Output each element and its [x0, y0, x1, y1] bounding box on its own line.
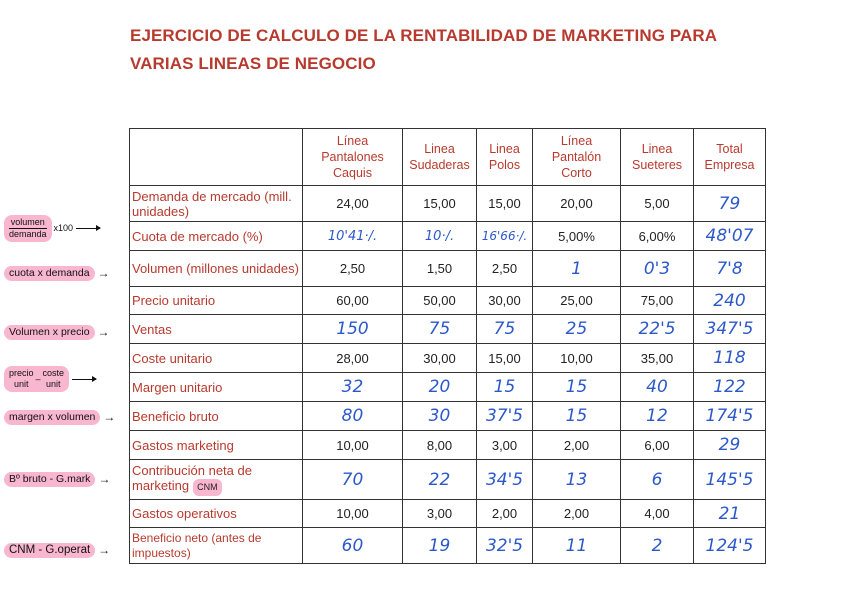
cell-value: 10,00: [303, 431, 403, 460]
cell-value-handwritten: 16'66·/.: [477, 222, 533, 251]
note-margen-right: [43, 368, 65, 390]
cell-value: 10,00: [303, 500, 403, 528]
note-cuota-pill: [4, 215, 52, 242]
cell-value-handwritten: 10·/.: [403, 222, 477, 251]
table-row: [130, 373, 766, 402]
note-margen-left: [9, 368, 34, 390]
arrow-icon: →: [98, 472, 111, 486]
cell-value: 15,00: [403, 186, 477, 222]
note-beneficio-neto-pill: CNM - G.operat: [4, 543, 95, 558]
cell-value-handwritten: 118: [694, 344, 766, 373]
cell-value-handwritten: 174'5: [694, 402, 766, 431]
arrow-icon: →: [98, 543, 111, 557]
note-volumen-pill: cuota x demanda: [4, 266, 95, 281]
cell-value-handwritten: 34'5: [477, 460, 533, 500]
note-margen-top: precio: [9, 368, 34, 378]
note-beneficio-bruto-pill: margen x volumen: [4, 410, 100, 425]
cell-value-handwritten: 40: [621, 373, 694, 402]
profitability-table: [129, 128, 766, 564]
table-row: [130, 287, 766, 315]
note-cnm-pill: Bº bruto - G.mark: [4, 472, 95, 487]
row-label-gastos-marketing: Gastos marketing: [130, 431, 303, 460]
table-row: [130, 315, 766, 344]
note-beneficio-neto: [4, 541, 110, 559]
cell-value-handwritten: 75: [477, 315, 533, 344]
note-beneficio-bruto: [4, 408, 115, 426]
cell-value-handwritten: 30: [403, 402, 477, 431]
cell-value-handwritten: 15: [533, 402, 621, 431]
col-header-total: Total Empresa: [694, 129, 766, 186]
table-row: [130, 431, 766, 460]
arrow-icon: [72, 379, 96, 380]
row-label-cuota: Cuota de mercado (%): [130, 222, 303, 251]
row-label-beneficio-bruto: Beneficio bruto: [130, 402, 303, 431]
table-row: [130, 344, 766, 373]
cell-value: 4,00: [621, 500, 694, 528]
row-label-demanda: Demanda de mercado (mill. unidades): [130, 186, 303, 222]
cell-value-handwritten: 19: [403, 528, 477, 564]
cell-value-handwritten: 10'41·/.: [303, 222, 403, 251]
cell-value: 3,00: [477, 431, 533, 460]
table-row: [130, 186, 766, 222]
cell-value-handwritten: 240: [694, 287, 766, 315]
cell-value: 8,00: [403, 431, 477, 460]
cell-value: 10,00: [533, 344, 621, 373]
cell-value-handwritten: 0'3: [621, 251, 694, 287]
cell-value: 5,00: [621, 186, 694, 222]
cell-value: 6,00%: [621, 222, 694, 251]
cell-value-handwritten: 70: [303, 460, 403, 500]
cell-value-handwritten: 1: [533, 251, 621, 287]
row-label-volumen: Volumen (millones unidades): [130, 251, 303, 287]
cell-value: 15,00: [477, 344, 533, 373]
cell-value-handwritten: 6: [621, 460, 694, 500]
header-row: [130, 129, 766, 186]
cell-value: 24,00: [303, 186, 403, 222]
note-margen-bottom2: unit: [46, 379, 61, 389]
note-margen-mid: coste: [42, 368, 65, 378]
cell-value-handwritten: 25: [533, 315, 621, 344]
note-cuota: [4, 216, 100, 239]
cell-value: 6,00: [621, 431, 694, 460]
cell-value: 3,00: [403, 500, 477, 528]
note-cuota-bottom: demanda: [9, 228, 47, 239]
cell-value: 15,00: [477, 186, 533, 222]
cell-value-handwritten: 32'5: [477, 528, 533, 564]
row-label-margen: Margen unitario: [130, 373, 303, 402]
cell-value-handwritten: 29: [694, 431, 766, 460]
row-label-gastos-operativos: Gastos operativos: [130, 500, 303, 528]
cell-value-handwritten: 22: [403, 460, 477, 500]
col-header-pantalones: Línea Pantalones Caquis: [303, 129, 403, 186]
note-cnm: [4, 470, 110, 488]
cell-value: 60,00: [303, 287, 403, 315]
note-margen-minus: –: [35, 373, 41, 384]
cell-value: 5,00%: [533, 222, 621, 251]
note-ventas-pill: Volumen x precio: [4, 325, 95, 340]
note-cuota-suffix: x100: [53, 223, 74, 233]
note-ventas: [4, 323, 110, 341]
note-volumen: [4, 264, 110, 282]
note-margen: [4, 366, 96, 392]
cell-value-handwritten: 22'5: [621, 315, 694, 344]
cell-value-handwritten: 15: [477, 373, 533, 402]
cell-value-handwritten: 124'5: [694, 528, 766, 564]
corner-cell: [130, 129, 303, 186]
table-row: [130, 222, 766, 251]
row-label-beneficio-neto: Beneficio neto (antes de impuestos): [130, 528, 303, 564]
cell-value: 2,00: [533, 500, 621, 528]
cnm-tag: CNM: [193, 479, 222, 496]
cell-value: 28,00: [303, 344, 403, 373]
cell-value-handwritten: 20: [403, 373, 477, 402]
cell-value-handwritten: 13: [533, 460, 621, 500]
cell-value: 75,00: [621, 287, 694, 315]
col-header-polos: Linea Polos: [477, 129, 533, 186]
cell-value-handwritten: 60: [303, 528, 403, 564]
cell-value-handwritten: 37'5: [477, 402, 533, 431]
cell-value-handwritten: 150: [303, 315, 403, 344]
row-label-ventas: Ventas: [130, 315, 303, 344]
arrow-icon: →: [97, 266, 110, 280]
cell-value-handwritten: 79: [694, 186, 766, 222]
arrow-icon: →: [97, 325, 110, 339]
note-margen-pill: [4, 366, 69, 392]
cell-value-handwritten: 21: [694, 500, 766, 528]
cell-value: 25,00: [533, 287, 621, 315]
note-cuota-top: volumen: [10, 216, 45, 227]
cell-value-handwritten: 75: [403, 315, 477, 344]
col-header-sueteres: Linea Sueteres: [621, 129, 694, 186]
cell-value-handwritten: 48'07: [694, 222, 766, 251]
table-row: [130, 460, 766, 500]
cell-value-handwritten: 122: [694, 373, 766, 402]
table-row: [130, 251, 766, 287]
cell-value: 2,50: [477, 251, 533, 287]
cell-value-handwritten: 12: [621, 402, 694, 431]
cell-value: 30,00: [477, 287, 533, 315]
cell-value: 2,50: [303, 251, 403, 287]
arrow-icon: →: [103, 410, 116, 424]
cell-value: 30,00: [403, 344, 477, 373]
cell-value-handwritten: 347'5: [694, 315, 766, 344]
table-row: [130, 500, 766, 528]
cell-value-handwritten: 2: [621, 528, 694, 564]
page-title: EJERCICIO DE CALCULO DE LA RENTABILIDAD DE MARKETING PARA VARIAS LINEAS DE NEGOCIO: [130, 26, 717, 73]
note-margen-bottom1: unit: [14, 379, 29, 389]
table-row: [130, 528, 766, 564]
arrow-icon: [76, 228, 100, 229]
row-label-precio: Precio unitario: [130, 287, 303, 315]
cell-value-handwritten: 7'8: [694, 251, 766, 287]
cell-value-handwritten: 32: [303, 373, 403, 402]
row-label-coste: Coste unitario: [130, 344, 303, 373]
col-header-pantalon-corto: Línea Pantalón Corto: [533, 129, 621, 186]
cell-value-handwritten: 80: [303, 402, 403, 431]
table-row: [130, 402, 766, 431]
row-label-cnm: [130, 460, 303, 500]
cell-value: 2,00: [533, 431, 621, 460]
cell-value: 50,00: [403, 287, 477, 315]
col-header-sudaderas: Linea Sudaderas: [403, 129, 477, 186]
cell-value: 35,00: [621, 344, 694, 373]
cell-value: 2,00: [477, 500, 533, 528]
row-label-cnm-text: Contribución neta de marketing: [132, 463, 252, 494]
cell-value-handwritten: 11: [533, 528, 621, 564]
cell-value: 20,00: [533, 186, 621, 222]
cell-value: 1,50: [403, 251, 477, 287]
cell-value-handwritten: 15: [533, 373, 621, 402]
cell-value-handwritten: 145'5: [694, 460, 766, 500]
